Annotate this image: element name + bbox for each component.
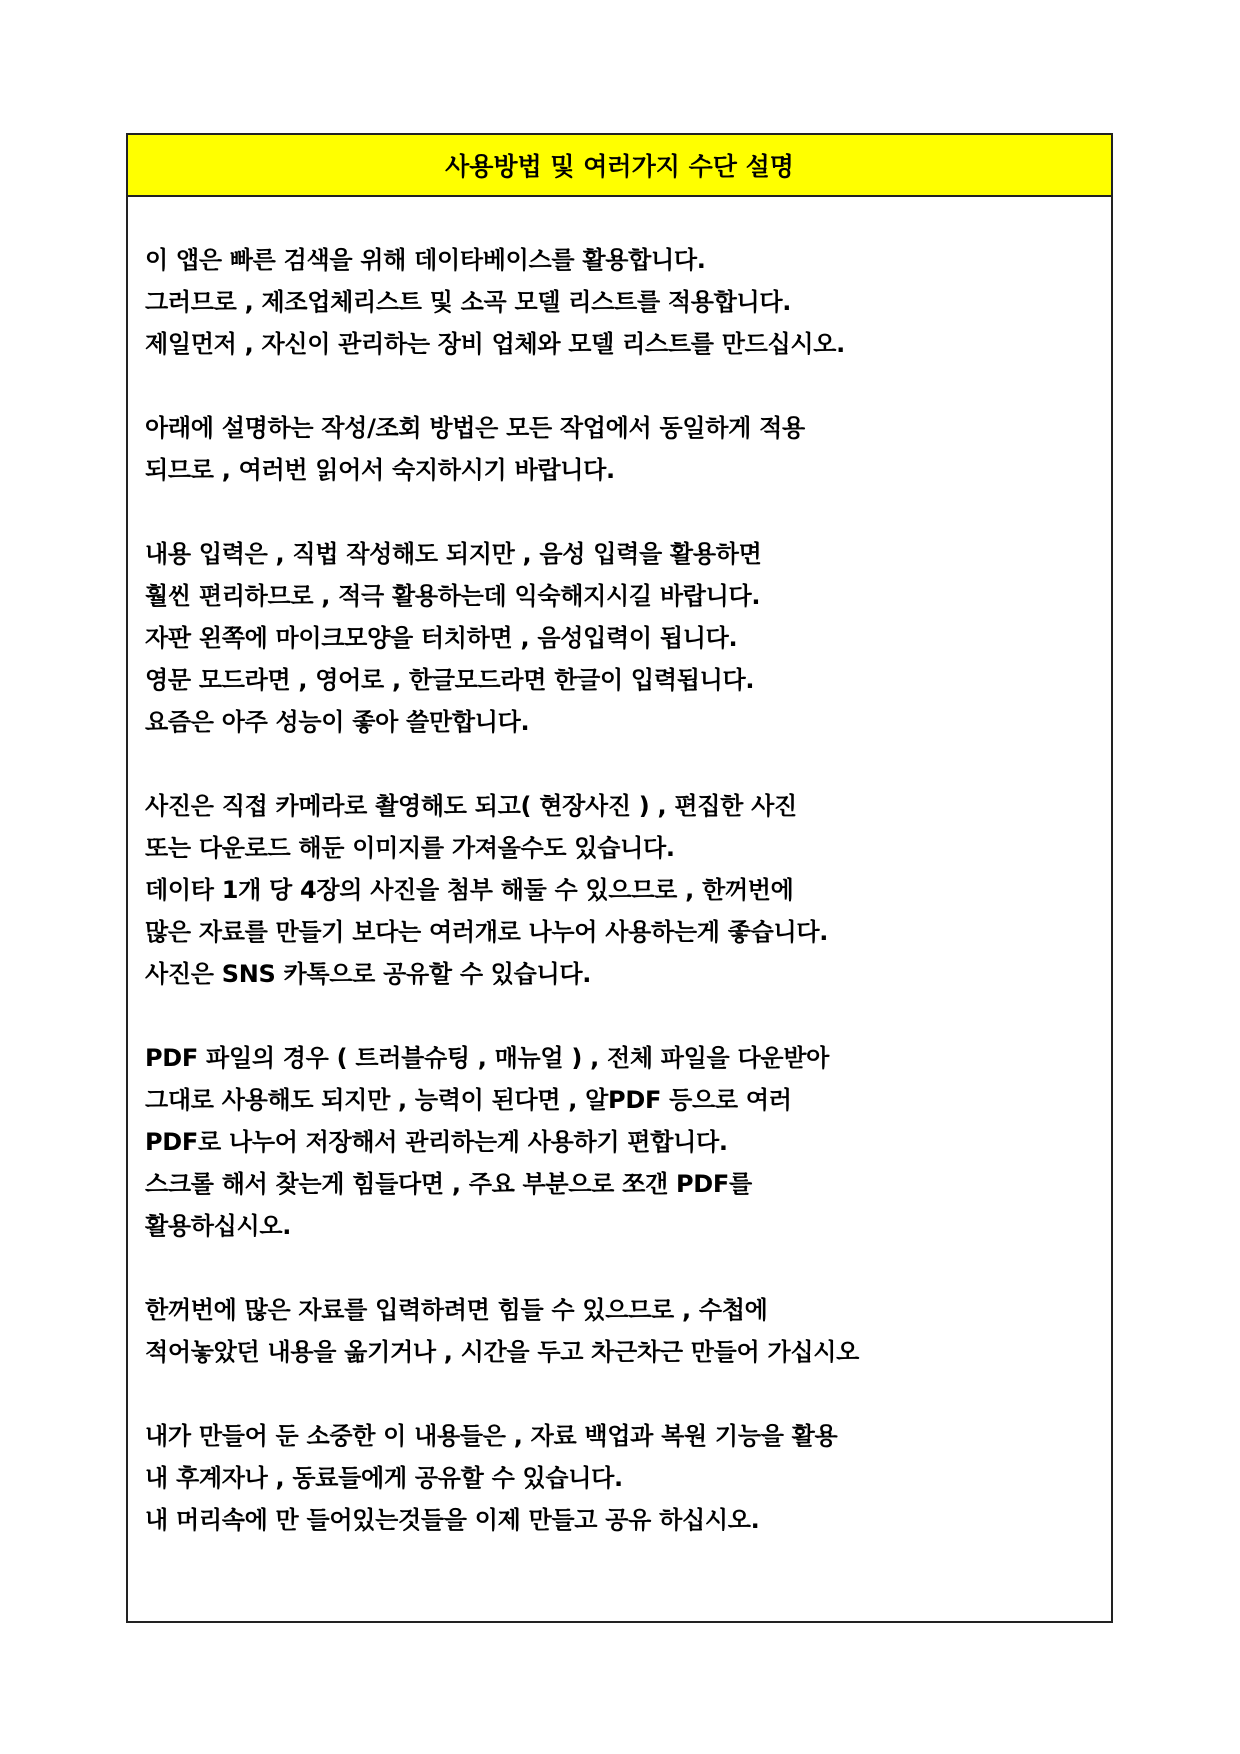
text-line: PDF 파일의 경우 ( 트러블슈팅 , 매뉴얼 ) , 전체 파일을 다운받아	[145, 1044, 830, 1072]
paragraph-backup-share	[145, 1415, 1111, 1541]
text-line: 내가 만들어 둔 소중한 이 내용들은 , 자료 백업과 복원 기능을 활용	[145, 1422, 838, 1450]
text-line: 많은 자료를 만들기 보다는 여러개로 나누어 사용하는게 좋습니다.	[145, 918, 829, 946]
paragraph-pdf	[145, 1037, 1111, 1247]
paragraph-voice-input	[145, 533, 1111, 743]
instruction-content	[128, 197, 1111, 1541]
text-line: 적어놓았던 내용을 옮기거나 , 시간을 두고 차근차근 만들어 가십시오	[145, 1338, 860, 1366]
text-line: 활용하십시오.	[145, 1212, 292, 1240]
instruction-box	[126, 133, 1113, 1623]
text-line: 내 후계자나 , 동료들에게 공유할 수 있습니다.	[145, 1464, 623, 1492]
text-line: 제일먼저 , 자신이 관리하는 장비 업체와 모델 리스트를 만드십시오.	[145, 330, 845, 358]
paragraph-method	[145, 407, 1111, 491]
document-title: 사용방법 및 여러가지 수단 설명	[445, 152, 794, 181]
text-line: 또는 다운로드 해둔 이미지를 가져올수도 있습니다.	[145, 834, 675, 862]
paragraph-database	[145, 239, 1111, 365]
text-line: 사진은 직접 카메라로 촬영해도 되고( 현장사진 ) , 편집한 사진	[145, 792, 797, 820]
text-line: 이 앱은 빠른 검색을 위해 데이타베이스를 활용합니다.	[145, 246, 706, 274]
paragraph-bulk-input	[145, 1289, 1111, 1373]
text-line: 되므로 , 여러번 읽어서 숙지하시기 바랍니다.	[145, 456, 615, 484]
text-line: 스크롤 해서 찾는게 힘들다면 , 주요 부분으로 쪼갠 PDF를	[145, 1170, 752, 1198]
text-line: 자판 왼쪽에 마이크모양을 터치하면 , 음성입력이 됩니다.	[145, 624, 738, 652]
text-line: 데이타 1개 당 4장의 사진을 첨부 해둘 수 있으므로 , 한꺼번에	[145, 876, 794, 904]
text-line: 요즘은 아주 성능이 좋아 쓸만합니다.	[145, 708, 530, 736]
text-line: PDF로 나누어 저장해서 관리하는게 사용하기 편합니다.	[145, 1128, 728, 1156]
text-line: 그러므로 , 제조업체리스트 및 소곡 모델 리스트를 적용합니다.	[145, 288, 792, 316]
text-line: 아래에 설명하는 작성/조회 방법은 모든 작업에서 동일하게 적용	[145, 414, 805, 442]
text-line: 내용 입력은 , 직법 작성해도 되지만 , 음성 입력을 활용하면	[145, 540, 762, 568]
title-header	[128, 135, 1111, 197]
text-line: 그대로 사용해도 되지만 , 능력이 된다면 , 알PDF 등으로 여러	[145, 1086, 792, 1114]
text-line: 사진은 SNS 카톡으로 공유할 수 있습니다.	[145, 960, 592, 988]
text-line: 훨씬 편리하므로 , 적극 활용하는데 익숙해지시길 바랍니다.	[145, 582, 761, 610]
text-line: 내 머리속에 만 들어있는것들을 이제 만들고 공유 하십시오.	[145, 1506, 760, 1534]
paragraph-photos	[145, 785, 1111, 995]
text-line: 영문 모드라면 , 영어로 , 한글모드라면 한글이 입력됩니다.	[145, 666, 755, 694]
text-line: 한꺼번에 많은 자료를 입력하려면 힘들 수 있으므로 , 수첩에	[145, 1296, 768, 1324]
